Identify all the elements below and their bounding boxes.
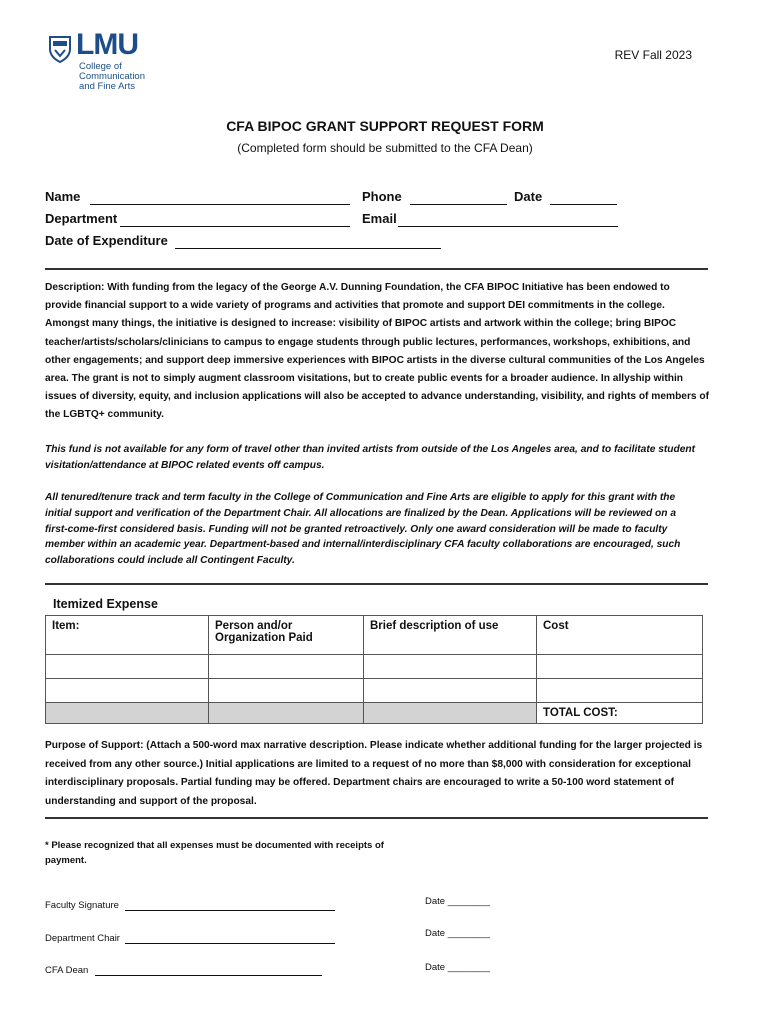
description-paragraph: Description: With funding from the legacy of the George A.V. Dunning Foundation, the CFA BIPOC Initiative has been endowed to provide financial support to a wide variety of programs and activities that promote and support DEI commitments in the college. Amongst many things, the initiative is designed to increase: visibility of BIPOC artists and artwork within the college; bring BIPOC teacher/artists/scholars/clinicians to campus to engage students through public lectures, performances, workshops, exhibitions, and other engagements; and support deep immersive experiences with BIPOC artists in the diverse cultural communities of the Los Angeles area. The grant is not to simply augment classroom visitations, but to create public events for a broader audience. In allyship within issues of diversity, equity, and inclusion applications will also be accepted to advance understanding, visibility, and rights of members of the LGBTQ+ community. — [45, 282, 710, 421]
table-cell — [209, 703, 364, 724]
divider — [45, 268, 708, 270]
email-label: Email — [362, 211, 397, 226]
table-cell[interactable] — [46, 679, 209, 703]
table-cell[interactable] — [364, 679, 537, 703]
expense-heading: Itemized Expense — [53, 597, 158, 611]
phone-field[interactable] — [410, 204, 507, 205]
form-title: CFA BIPOC GRANT SUPPORT REQUEST FORM — [226, 118, 544, 134]
column-header-cost: Cost — [537, 616, 703, 655]
table-cell — [46, 703, 209, 724]
revision-label: REV Fall 2023 — [614, 48, 692, 62]
name-label: Name — [45, 189, 81, 204]
email-field[interactable] — [398, 226, 618, 227]
total-cost-cell[interactable]: TOTAL COST: — [537, 703, 703, 724]
date-of-expenditure-field[interactable] — [175, 248, 441, 249]
cfa-dean-label: CFA Dean — [45, 965, 89, 976]
divider — [45, 583, 708, 585]
table-cell[interactable] — [537, 679, 703, 703]
faculty-signature-label: Faculty Signature — [45, 900, 119, 911]
receipts-footnote: * Please recognized that all expenses must be documented with receipts of payment. — [45, 840, 384, 866]
faculty-date-label[interactable]: Date ________ — [425, 896, 490, 907]
divider — [45, 817, 708, 819]
logo-wordmark: LMU — [76, 28, 138, 61]
dean-date-label[interactable]: Date ________ — [425, 962, 490, 973]
table-cell — [364, 703, 537, 724]
date-of-expenditure-label: Date of Expenditure — [45, 233, 168, 248]
department-chair-label: Department Chair — [45, 933, 120, 944]
table-cell[interactable] — [209, 655, 364, 679]
faculty-signature-field[interactable] — [125, 910, 335, 911]
travel-notice: This fund is not available for any form of travel other than invited artists from outside of the Los Angeles area, and to facilitate student visitation/attendance at BIPOC related events off campus. — [45, 444, 696, 471]
date-label: Date — [514, 189, 543, 204]
chair-date-label[interactable]: Date ________ — [425, 928, 490, 939]
department-label: Department — [45, 211, 118, 226]
column-header-description: Brief description of use — [364, 616, 537, 655]
table-cell[interactable] — [46, 655, 209, 679]
purpose-paragraph: Purpose of Support: (Attach a 500-word max narrative description. Please indicate whether additional funding for the larger projected is received from any other source.) Initial applications are limited to a request of no more than $8,000 with consideration for exceptional interdisciplinary proposals. Partial funding may be offered. Department chairs are encouraged to write a 50-100 word statement of understanding and support of the proposal. — [45, 740, 703, 807]
column-header-person: Person and/or Organization Paid — [209, 616, 364, 655]
cfa-dean-signature-field[interactable] — [95, 975, 322, 976]
logo-subtitle: College of Communication and Fine Arts — [79, 61, 145, 92]
expense-table — [45, 615, 703, 724]
department-field[interactable] — [120, 226, 350, 227]
name-field[interactable] — [90, 204, 350, 205]
phone-label: Phone — [362, 189, 402, 204]
form-subtitle: (Completed form should be submitted to the CFA Dean) — [237, 141, 533, 155]
eligibility-paragraph: All tenured/tenure track and term faculty in the College of Communication and Fine Arts are eligible to apply for this grant with the initial support and verification of the Department Chair. All allocations are finalized by the Dean. Applications will be reviewed on a first-come-first considered basis. Funding will not be granted retroactively. Only one award consideration will be made to faculty member within an academic year. Department-based and internal/interdisciplinary CFA faculty collaborations are encouraged, such collaborations could include all Contingent Faculty. — [45, 492, 681, 567]
department-chair-signature-field[interactable] — [125, 943, 335, 944]
lmu-shield-logo-icon — [48, 35, 72, 63]
table-cell[interactable] — [364, 655, 537, 679]
table-cell[interactable] — [537, 655, 703, 679]
table-cell[interactable] — [209, 679, 364, 703]
date-field[interactable] — [550, 204, 617, 205]
column-header-item: Item: — [46, 616, 209, 655]
